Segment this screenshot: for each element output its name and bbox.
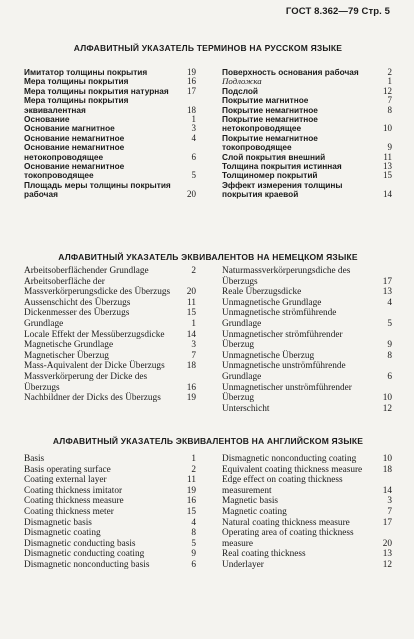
index-entry (222, 181, 392, 200)
index-term-number: 1 (387, 76, 392, 87)
index-entry (24, 539, 196, 550)
index-entry (24, 465, 196, 476)
index-term-number: 16 (186, 496, 196, 507)
index-term: Мера толщины покрытия эквивалентная (24, 95, 129, 115)
index-term: Equivalent coating thickness measure (222, 464, 363, 475)
index-term-number: 3 (191, 123, 196, 134)
index-term-number: 5 (191, 170, 196, 181)
index-term: Magnetic coating (222, 506, 287, 517)
index-entry (24, 162, 196, 181)
index-term: Покрытие магнитное (222, 95, 309, 106)
index-term-number: 10 (382, 393, 392, 404)
index-term: Arbeitsoberflächender Grundlage (24, 266, 149, 276)
index-term: Unmagnetische Grundlage (222, 297, 322, 308)
index-term: Arbeitsoberfläche der Massverkörperungsdicke des Überzugs (24, 276, 171, 298)
index-term-number: 18 (187, 104, 196, 115)
index-term: Mass-Aquivalent der Dicke Überzugs (24, 361, 165, 372)
index-term-number: 12 (383, 85, 392, 96)
index-term: Magnetic basis (222, 496, 279, 507)
index-term: Reale Überzugsdicke (222, 287, 302, 298)
index-term-number: 13 (382, 287, 392, 298)
index-term: Unmagnetische Überzug (222, 350, 315, 361)
index-entry (24, 277, 196, 298)
english-index-right-column (222, 454, 392, 571)
index-term: Основание магнитное (24, 123, 115, 134)
index-term-number: 1 (191, 454, 196, 464)
index-term-number: 7 (387, 506, 392, 517)
index-term: Dismagnetic basis (24, 517, 92, 528)
index-term: Эффект измерения толщины покрытия краевой (222, 179, 343, 200)
index-term-number: 4 (191, 517, 196, 528)
index-term: Мера толщины покрытия натурная (24, 85, 169, 96)
index-entry (222, 496, 392, 507)
index-term: Coating thickness imitator (24, 485, 123, 496)
index-entry (24, 486, 196, 497)
index-term-number: 8 (387, 350, 392, 361)
index-term-number: 3 (191, 340, 196, 351)
index-term: Edge effect on coating thickness measurement (222, 475, 343, 496)
index-entry (24, 549, 196, 560)
index-entry (24, 181, 196, 200)
index-term: Grundlage (24, 318, 64, 329)
index-term-number: 20 (382, 538, 392, 549)
index-term: Dismagnetic coating (24, 528, 101, 539)
index-term-number: 3 (387, 496, 392, 507)
index-term: Unmagnetischer strömführender Überzug (222, 329, 343, 351)
index-term-number: 19 (186, 485, 196, 496)
index-term-number: 9 (191, 549, 196, 560)
index-term: Толщиномер покрытий (222, 170, 318, 181)
index-entry (222, 361, 392, 382)
german-index-right-column (222, 266, 392, 414)
index-entry (222, 351, 392, 362)
index-term: Operating area of coating thickness measure (222, 528, 354, 549)
index-term: Magnetische Grundlage (24, 340, 114, 351)
index-entry (24, 266, 196, 277)
index-term-number: 18 (186, 361, 196, 372)
index-term: Aussenschicht des Überzugs (24, 297, 131, 308)
index-term: Real coating thickness (222, 549, 306, 560)
index-term-number: 2 (191, 266, 196, 276)
index-term-number: 17 (382, 517, 392, 528)
index-term: Слой покрытия внешний (222, 151, 326, 162)
index-entry (222, 383, 392, 404)
index-entry (24, 528, 196, 539)
index-term-number: 6 (191, 559, 196, 570)
german-index-left-column (24, 266, 196, 404)
index-term-number: 14 (382, 485, 392, 496)
index-entry (24, 298, 196, 309)
index-term: Basis (24, 454, 45, 464)
index-term: Основание (24, 114, 70, 125)
index-term: Basis operating surface (24, 464, 111, 475)
russian-index-left-column (24, 68, 196, 200)
index-entry (222, 528, 392, 549)
index-entry (222, 475, 392, 496)
index-term-number: 12 (382, 559, 392, 570)
index-term: Толщина покрытия истинная (222, 161, 342, 172)
index-term-number: 20 (187, 189, 196, 200)
index-term: Unmagnetische strömführende Grundlage (222, 308, 337, 329)
index-term: Dismagnetic conducting coating (24, 549, 145, 560)
index-term: Coating thickness meter (24, 506, 114, 517)
index-term: Dickenmesser des Überzugs (24, 308, 130, 319)
index-term-number: 7 (387, 95, 392, 106)
index-term-number: 6 (191, 151, 196, 162)
index-entry (222, 560, 392, 571)
index-entry (24, 340, 196, 351)
index-term-number: 14 (186, 329, 196, 340)
index-term: Основание немагнитное токопроводящее (24, 161, 125, 181)
index-entry (222, 404, 392, 415)
index-term-number: 12 (382, 403, 392, 414)
index-entry (24, 361, 196, 372)
index-entry (222, 454, 392, 465)
index-term: Основание немагнитное (24, 132, 125, 143)
index-term: Покрытие немагнитное нетокопроводящее (222, 114, 318, 134)
index-term: Покрытие немагнитное токопроводящее (222, 132, 318, 153)
english-index-left-column (24, 454, 196, 571)
index-term: Подложка (222, 76, 262, 87)
index-term: Underlayer (222, 559, 264, 570)
index-term-number: 4 (191, 132, 196, 143)
index-term-number: 2 (387, 67, 392, 77)
index-entry (222, 298, 392, 309)
index-entry (24, 454, 196, 465)
index-term: Nachbildner der Dicks des Überzugs (24, 393, 161, 404)
index-term: Natural coating thickness measure (222, 517, 350, 528)
index-term-number: 1 (191, 318, 196, 329)
index-term-number: 9 (387, 142, 392, 153)
index-term-number: 13 (382, 549, 392, 560)
index-term-number: 5 (387, 318, 392, 329)
index-term-number: 17 (382, 276, 392, 287)
index-term-number: 15 (186, 308, 196, 319)
index-entry (222, 134, 392, 153)
index-term-number: 7 (191, 350, 196, 361)
index-entry (24, 475, 196, 486)
index-term-number: 14 (383, 189, 392, 200)
index-term-number: 15 (383, 170, 392, 181)
index-term-number: 19 (187, 67, 196, 77)
index-term: Поверхность основания рабочая (222, 67, 359, 77)
index-term: Мера толщины покрытия (24, 76, 129, 87)
index-term: Naturmassverkörperungsdiche des Überzugs (222, 266, 351, 287)
index-term-number: 15 (186, 506, 196, 517)
index-term: Unmagnetischer unströmführender Überzug (222, 382, 352, 404)
index-term: Magnetischer Überzug (24, 350, 109, 361)
index-entry (222, 287, 392, 298)
index-term-number: 18 (382, 464, 392, 475)
index-term-number: 6 (387, 371, 392, 382)
index-entry (24, 372, 196, 393)
index-entry (24, 560, 196, 571)
index-term-number: 19 (186, 393, 196, 404)
index-term: Unmagnetische unströmführende Grundlage (222, 361, 346, 382)
index-term: Unterschicht (222, 403, 270, 414)
index-entry (24, 496, 196, 507)
index-term: Coating thickness measure (24, 496, 124, 507)
index-term-number: 1 (191, 114, 196, 125)
index-entry (24, 319, 196, 330)
index-term: Покрытие немагнитное (222, 104, 318, 115)
section-title-russian: АЛФАВИТНЫЙ УКАЗАТЕЛЬ ТЕРМИНОВ НА РУССКОМ ЯЗЫКЕ (73, 43, 343, 53)
index-term-number: 10 (383, 123, 392, 134)
index-term-number: 5 (191, 538, 196, 549)
index-term: Dismagnetic nonconducting coating (222, 454, 357, 464)
index-term-number: 4 (387, 297, 392, 308)
russian-index-right-column (222, 68, 392, 200)
index-entry (24, 308, 196, 319)
index-entry (222, 266, 392, 287)
index-term: Подслой (222, 85, 259, 96)
index-term: Locale Effekt der Messüberzugsdicke (24, 329, 165, 340)
index-term: Площадь меры толщины покрытия рабочая (24, 179, 171, 200)
index-entry (222, 308, 392, 329)
index-entry (222, 465, 392, 476)
index-term: Coating external layer (24, 475, 107, 486)
index-term: Dismagnetic conducting basis (24, 538, 136, 549)
index-entry (24, 143, 196, 162)
index-term: Dismagnetic nonconducting basis (24, 559, 150, 570)
index-term: Имитатор толщины покрытия (24, 67, 148, 77)
section-title-german: АЛФАВИТНЫЙ УКАЗАТЕЛЬ ЭКВИВАЛЕНТОВ НА НЕМЕЦКОМ ЯЗЫКЕ (58, 252, 358, 262)
index-entry (222, 115, 392, 134)
index-term-number: 10 (382, 454, 392, 464)
index-term-number: 2 (191, 464, 196, 475)
index-entry (24, 507, 196, 518)
section-title-english: АЛФАВИТНЫЙ УКАЗАТЕЛЬ ЭКВИВАЛЕНТОВ НА АНГЛИЙСКОМ ЯЗЫКЕ (52, 436, 364, 446)
index-term: Massverkörperung der Dicke des Überzugs (24, 371, 148, 393)
index-term-number: 8 (191, 528, 196, 539)
page-header: ГОСТ 8.362—79 Стр. 5 (285, 6, 390, 17)
index-term-number: 16 (187, 76, 196, 87)
index-term-number: 17 (187, 85, 196, 96)
index-entry (24, 393, 196, 404)
index-term: Основание немагнитное нетокопроводящее (24, 142, 125, 162)
index-term-number: 8 (387, 104, 392, 115)
index-entry (222, 549, 392, 560)
index-entry (222, 518, 392, 529)
index-term-number: 11 (187, 475, 196, 486)
index-entry (24, 96, 196, 115)
index-term-number: 16 (186, 382, 196, 393)
index-term-number: 13 (383, 161, 392, 172)
index-entry (222, 507, 392, 518)
index-entry (24, 351, 196, 362)
index-entry (24, 330, 196, 341)
index-entry (24, 518, 196, 529)
index-term-number: 20 (186, 287, 196, 298)
index-entry (222, 330, 392, 351)
index-term-number: 11 (187, 297, 196, 308)
index-term-number: 11 (383, 151, 392, 162)
index-term-number: 9 (387, 340, 392, 351)
